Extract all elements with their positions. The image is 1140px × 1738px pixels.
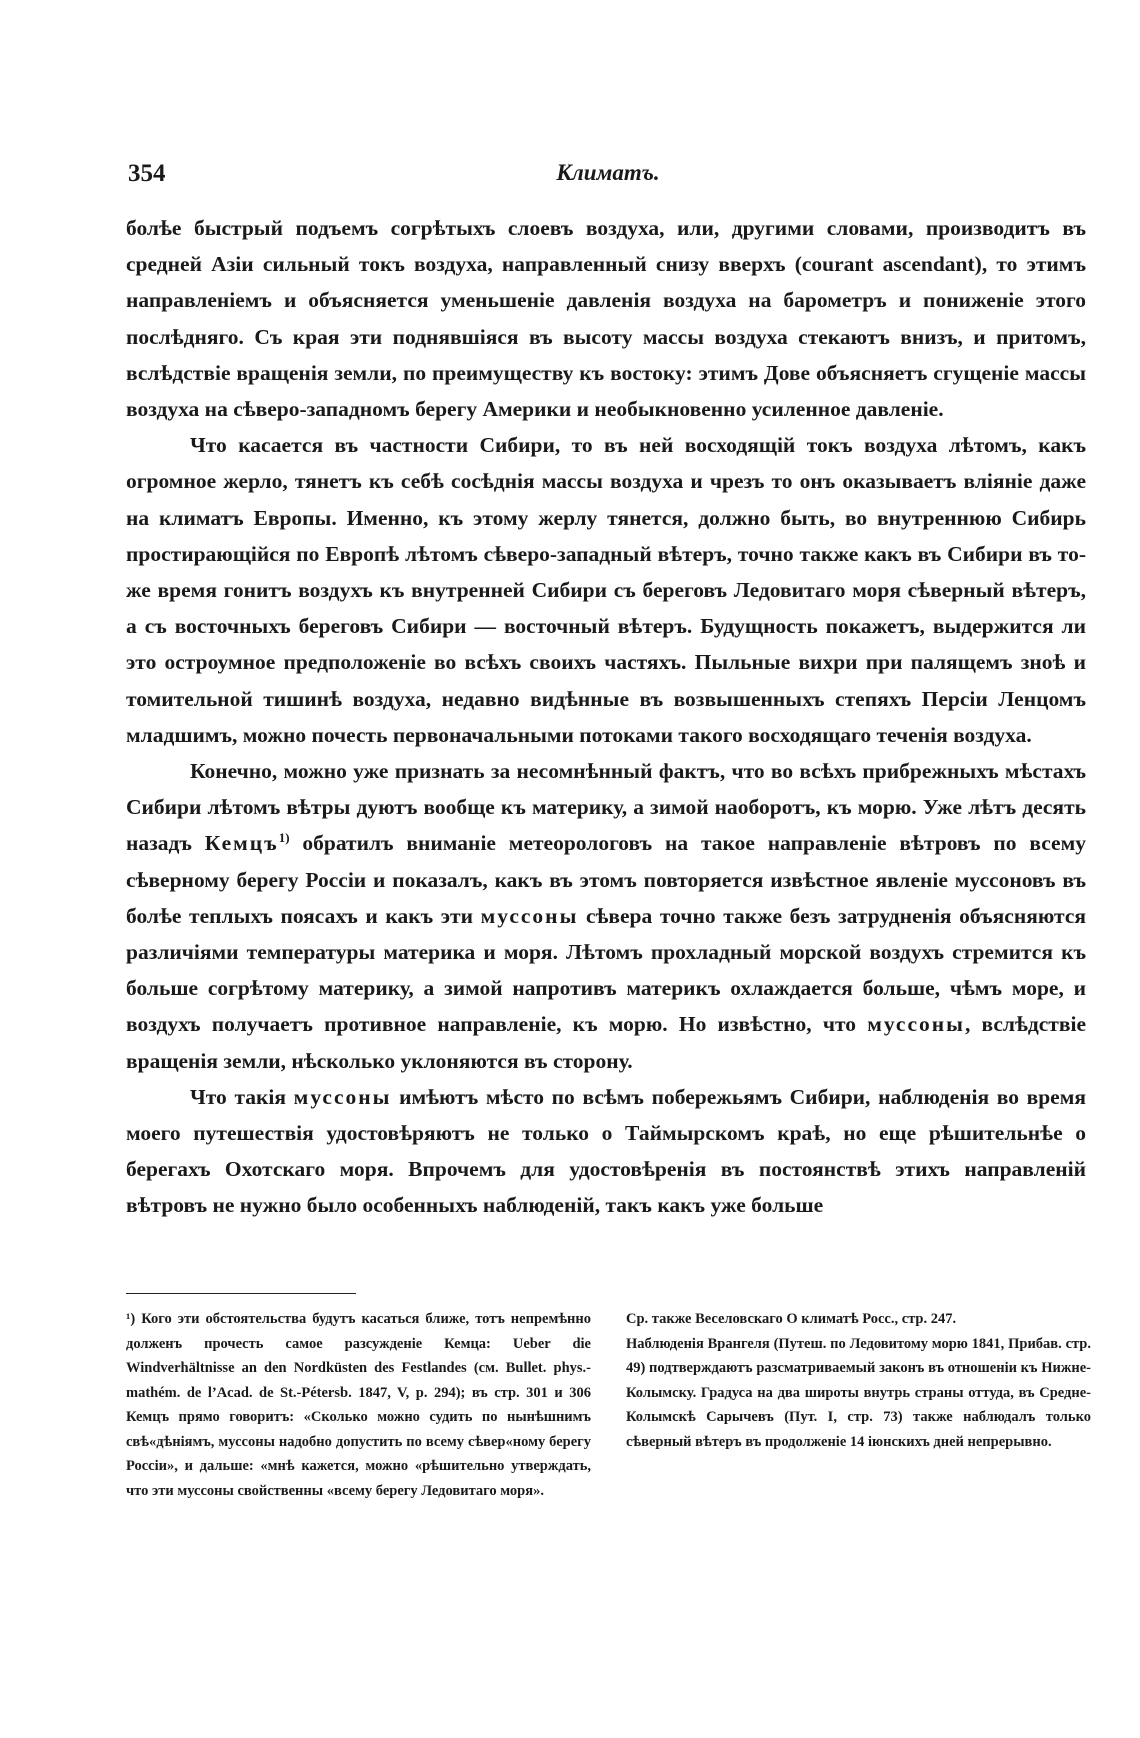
body-text — [126, 210, 1086, 1224]
footnote-reference: 1) — [278, 830, 290, 846]
footnote-continuation-2: Наблюденія Врангеля (Путеш. по Ледовитому морю 1841, Прибав. стр. 49) подтверждаютъ разсматриваемый законъ въ отношеніи къ Нижне-Колымску. Градуса на два широты внутрь страны оттуда, въ Средне-Колымскѣ Сарычевъ (Пут. I, стр. 73) также наблюдалъ только сѣверный вѣтеръ въ продолженіе 14 іюнскихъ дней непрерывно. — [626, 1335, 1091, 1450]
term-mussony-2: муссоны — [867, 1012, 965, 1037]
paragraph-4-text-a: Что такія — [190, 1084, 294, 1109]
author-kemts: Кемцъ — [204, 831, 279, 856]
footnote-1: ¹) Кого эти обстоятельства будутъ касаться ближе, тотъ непремѣнно долженъ прочесть самое разсужденіе Кемца: Ueber die Windverhältnisse an den Nordküsten des Festlandes (см. Bullet. phys.-mathém. de l’Acad. de St.-Pétersb. 1847, V, p. 294); въ стр. 301 и 306 Кемцъ прямо говоритъ: «Сколько можно судить по нынѣшнимъ свѣ«дѣніямъ, муссоны надобно допустить по всему сѣвер«ному берегу Россіи», и дальше: «мнѣ кажется, можно «рѣшительно утверждать, что эти муссоны свойственны «всему берегу Ледовитаго моря». — [126, 1311, 591, 1499]
footnote-continuation-1: Ср. также Веселовскаго О климатѣ Росс., стр. 247. — [626, 1311, 957, 1327]
term-mussony-1: муссоны — [480, 903, 579, 928]
paragraph-2: Что касается въ частности Сибири, то въ ней восходящій токъ воздуха лѣтомъ, какъ огромное жерло, тянетъ къ себѣ сосѣднія массы воздуха и чрезъ то онъ оказываетъ вліяніе даже на климатъ Европы. Именно, къ этому жерлу тянется, должно быть, во внутреннюю Сибирь простирающійся по Европѣ лѣтомъ сѣверо-западный вѣтеръ, точно также какъ въ Сибири въ то-же время гонитъ воздухъ къ внутренней Сибири съ береговъ Ледовитаго моря сѣверный вѣтеръ, а съ восточныхъ береговъ Сибири — восточный вѣтеръ. Будущность покажетъ, выдержится ли это остроумное предположеніе во всѣхъ своихъ частяхъ. Пыльные вихри при палящемъ знoѣ и томительной тишинѣ воздуха, недавно видѣнные въ возвышенныхъ степяхъ Персіи Ленцомъ младшимъ, можно почесть первоначальными потоками такого восходящаго теченія воздуха. — [126, 433, 1086, 747]
page-number: 354 — [128, 160, 166, 187]
paragraph-4-text-b: имѣютъ мѣсто по всѣмъ побережьямъ Сибири, наблюденія во время моего путешествія удостовѣряютъ не только о Таймырскомъ краѣ, но еще рѣшительнѣе о берегахъ Охотскаго моря. Впрочемъ для удостовѣренія въ постоянствѣ этихъ направленій вѣтровъ не нужно было особенныхъ наблюденій, такъ какъ уже больше — [126, 1084, 1086, 1218]
paragraph-3-text-c: сѣвера точно также безъ затрудненія объясняются различіями температуры материка и моря. Лѣтомъ прохладный морской воздухъ стремится къ больше согрѣтому материку, а зимой напротивъ материкъ охлаждается больше, чѣмъ море, и воздухъ получаетъ противное направленіе, къ морю. Но извѣстно, что — [126, 903, 1086, 1037]
footnote-column-left — [126, 1307, 591, 1503]
paragraph-4 — [126, 1079, 1086, 1224]
paragraph-3-text-d: , вслѣдствіе вращенія земли, нѣсколько уклоняются въ сторону. — [126, 1012, 1086, 1073]
paragraph-1: болѣе быстрый подъемъ согрѣтыхъ слоевъ воздуха, или, другими словами, производитъ въ средней Азіи сильный токъ воздуха, направленный снизу вверхъ (courant ascendant), то этимъ направленіемъ и объясняется уменьшеніе давленія воздуха на барометръ и пониженіе этого послѣдняго. Съ края эти поднявшіяся въ высоту массы воздуха стекаютъ внизъ, и притомъ, вслѣдствіе вращенія земли, по преимуществу къ востоку: этимъ Дове объясняетъ сгущеніе массы воздуха на сѣверо-западномъ берегу Америки и необыкновенно усиленное давленіе. — [126, 216, 1086, 422]
term-mussony-3: муссоны — [293, 1084, 392, 1109]
paragraph-3-text-a: Конечно, можно уже признать за несомнѣнный фактъ, что во всѣхъ прибрежныхъ мѣстахъ Сибири лѣтомъ вѣтры дуютъ вообще къ материку, а зимой наоборотъ, къ морю. Уже лѣтъ десять назадъ — [126, 759, 1086, 856]
footnote-column-right — [626, 1307, 1091, 1454]
running-head: Климатъ. — [556, 160, 660, 185]
page-header — [128, 160, 1088, 192]
footnote-divider — [126, 1293, 356, 1294]
paragraph-3 — [126, 753, 1086, 1079]
paragraph-3-text-b: обратилъ вниманіе метеорологовъ на такое направленіе вѣтровъ по всему сѣверному берегу Россіи и показалъ, какъ въ этомъ повторяется извѣстное явленіе муссоновъ въ болѣе теплыхъ поясахъ и какъ эти — [126, 831, 1086, 928]
